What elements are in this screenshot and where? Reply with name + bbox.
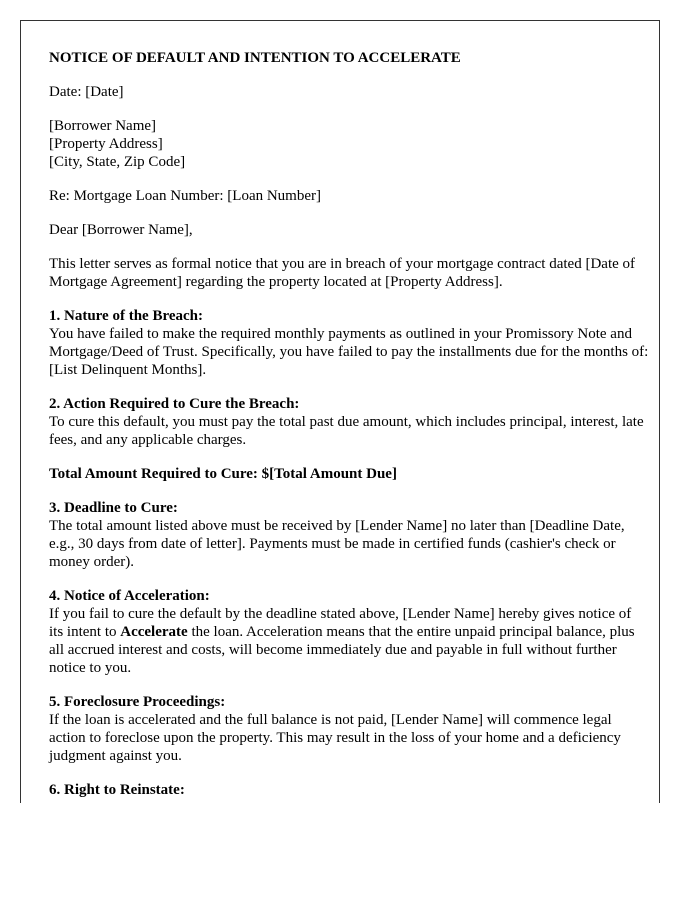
letter-date: Date: [Date]	[49, 84, 124, 100]
section-nature-of-breach	[49, 307, 649, 379]
recipient-block	[49, 117, 649, 171]
section-deadline	[49, 499, 649, 571]
section-heading: 3. Deadline to Cure:	[49, 500, 178, 516]
section-heading: 2. Action Required to Cure the Breach:	[49, 396, 300, 412]
section-body: You have failed to make the required monthly payments as outlined in your Promissory Note and Mortgage/Deed of Trust. Specifically, you have failed to pay the installments due for the months of: [List Delinquent Months].	[49, 326, 649, 378]
section-heading: 1. Nature of the Breach:	[49, 308, 203, 324]
section-heading: 4. Notice of Acceleration:	[49, 588, 210, 604]
section-body: The total amount listed above must be received by [Lender Name] no later than [Deadline Date, e.g., 30 days from date of letter]. Payments must be made in certified funds (cashier's check or money order).	[49, 518, 625, 570]
section-body-after: the loan. Acceleration means that the entire unpaid principal balance, plus all accrued interest and costs, will become immediately due and payable in full without further notice to you.	[49, 624, 635, 676]
section-body: If the loan is accelerated and the full balance is not paid, [Lender Name] will commence legal action to foreclose upon the property. This may result in the loss of your home and a deficiency judgment against you.	[49, 712, 621, 764]
recipient-city: [City, State, Zip Code]	[49, 154, 186, 170]
letter-title: NOTICE OF DEFAULT AND INTENTION TO ACCELERATE	[49, 50, 461, 66]
section-body-before: If you fail to cure the default by the deadline stated above, [Lender Name] hereby gives notice of its intent to	[49, 606, 632, 640]
section-acceleration	[49, 587, 649, 677]
total-amount-line: Total Amount Required to Cure: $[Total Amount Due]	[49, 466, 397, 482]
section-heading: 5. Foreclosure Proceedings:	[49, 694, 226, 710]
document-page	[20, 20, 660, 803]
letter-body	[49, 49, 649, 803]
section-foreclosure	[49, 693, 649, 765]
intro-paragraph: This letter serves as formal notice that you are in breach of your mortgage contract dated [Date of Mortgage Agreement] regarding the property located at [Property Address].	[49, 256, 636, 290]
reference-line: Re: Mortgage Loan Number: [Loan Number]	[49, 188, 321, 204]
section-heading: 6. Right to Reinstate:	[49, 782, 185, 798]
section-right-to-reinstate	[49, 781, 649, 799]
section-body-emphasis: Accelerate	[120, 624, 188, 640]
section-action-required	[49, 395, 649, 449]
recipient-name: [Borrower Name]	[49, 118, 157, 134]
section-body: To cure this default, you must pay the total past due amount, which includes principal, interest, late fees, and any applicable charges.	[49, 414, 644, 448]
salutation: Dear [Borrower Name],	[49, 222, 193, 238]
recipient-address: [Property Address]	[49, 136, 163, 152]
